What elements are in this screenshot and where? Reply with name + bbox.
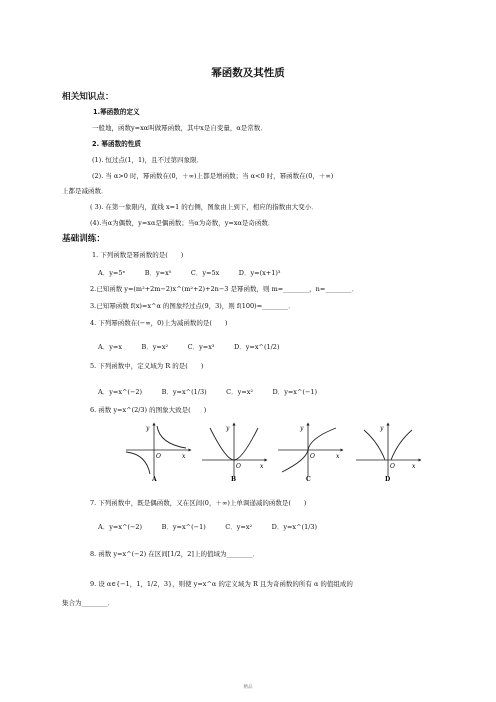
graph-d-label: D	[385, 476, 391, 482]
graph-c-origin: O	[310, 453, 315, 460]
graph-b-x-label: x	[260, 463, 264, 470]
graph-d-origin: O	[390, 463, 395, 470]
question-1-options: A．y=5ˣ B．y=x⁵ C．y=5x D．y=(x+1)³	[98, 269, 281, 277]
question-6: 6. 函数 y=x^(2/3) 的图象大致是( )	[90, 406, 207, 414]
graph-a-origin: O	[156, 453, 161, 460]
question-5-options: A．y=x^(−2) B．y=x^(1/3) C．y=x² D．y=x^(−1)	[98, 388, 318, 396]
question-3: 3.已知幂函数 f(x)=x^α 的图象经过点(9，3)，则 f(100)=________．	[90, 302, 295, 310]
graph-c-label: C	[306, 476, 311, 482]
graph-c-y-label: y	[300, 425, 304, 432]
graph-b	[202, 424, 266, 482]
question-7-options: A．y=x^(−2) B．y=x^(−1) C．y=x² D．y=x^(1/3)	[98, 523, 318, 531]
graph-c	[278, 424, 342, 482]
training-heading: 基础训练：	[62, 234, 105, 244]
question-7: 7. 下列函数中，既是偶函数，又在区间(0，＋∞)上单调递减的函数是( )	[90, 499, 307, 507]
question-9-continued: 集合为________．	[62, 599, 114, 607]
graph-a-x-label: x	[182, 453, 186, 460]
graph-b-label: B	[231, 476, 237, 482]
property-line: (2). 当 α>0 时，幂函数在(0，＋∞)上都是增函数；当 α<0 时，幂函数在(0，＋∞)	[92, 172, 334, 180]
question-1: 1. 下列函数是幂函数的是( )	[92, 251, 184, 259]
question-8: 8. 函数 y=x^(−2) 在区间[1/2，2]上的值域为________．	[90, 550, 259, 558]
page-footer: 精品	[243, 685, 253, 690]
property-line: 上都是减函数．	[62, 187, 108, 195]
property-line: (1). 恒过点(1，1)，且不过第四象限．	[92, 156, 204, 164]
definition-heading: 1.幂函数的定义	[93, 108, 140, 116]
question-9: 9. 设 α∈{−1，1，1/2，3}，则使 y=x^α 的定义域为 R 且为奇函数的所有 α 的值组成的	[90, 580, 353, 588]
properties-heading: 2. 幂函数的性质	[92, 140, 141, 148]
graph-options-figure	[124, 420, 424, 482]
graph-d-y-label: y	[380, 425, 384, 432]
graph-a	[126, 424, 190, 482]
property-line: ( 3). 在第一象限内，直线 x=1 的右侧，图象由上到下，相应的指数由大变小．	[90, 203, 318, 211]
property-line: (4).当α为偶数，y=xα是偶函数；当α为奇数，y=xα是奇函数．	[90, 219, 275, 227]
question-4-options: A．y=x B．y=x² C．y=x³ D．y=x^(1/2)	[98, 343, 280, 351]
question-5: 5. 下列函数中，定义域为 R 的是( )	[90, 362, 204, 370]
graph-b-origin: O	[236, 463, 241, 470]
graph-d	[356, 424, 420, 482]
graph-b-y-label: y	[226, 425, 230, 432]
graph-a-y-label: y	[146, 425, 150, 432]
definition-text: 一般地，函数y=xα叫做幂函数，其中x是自变量，α是常数．	[92, 124, 267, 132]
knowledge-heading: 相关知识点：	[62, 92, 114, 102]
graph-c-x-label: x	[336, 453, 340, 460]
graph-a-label: A	[152, 476, 157, 482]
graph-d-x-label: x	[412, 463, 416, 470]
page-title: 幂函数及其性质	[211, 67, 285, 79]
question-2: 2.已知函数 y=(m²+2m−2)x^(m²+2)+2n−3 是幂函数，则 m=________，n=________．	[90, 285, 358, 293]
question-4: 4. 下列幂函数在(−∞，0)上为减函数的是( )	[90, 319, 228, 327]
